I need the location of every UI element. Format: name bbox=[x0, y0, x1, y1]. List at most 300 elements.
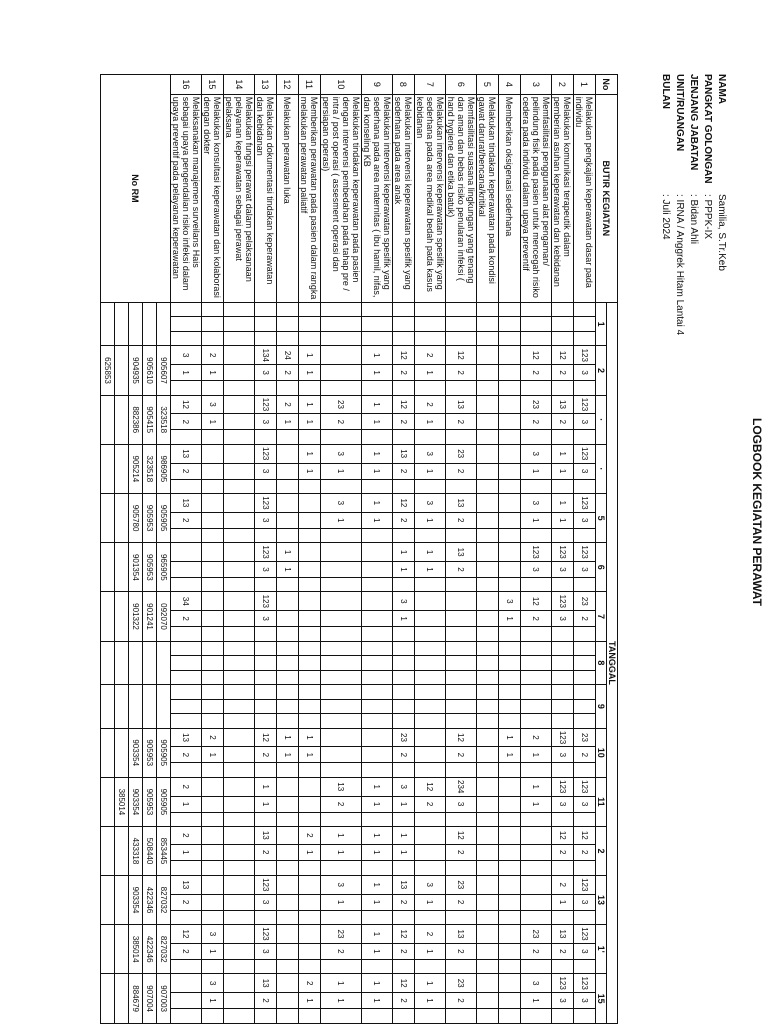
day-header: 8 bbox=[596, 641, 607, 685]
tally-cell bbox=[202, 844, 224, 860]
rm-cell bbox=[115, 302, 129, 346]
tally-cell bbox=[299, 763, 321, 778]
tally-cell bbox=[299, 925, 321, 944]
tally-cell bbox=[299, 910, 321, 925]
rm-cell: 903354 bbox=[129, 875, 143, 924]
rm-cell: 905607 bbox=[157, 346, 171, 395]
tally-cell bbox=[393, 577, 415, 592]
tally-cell bbox=[224, 641, 255, 656]
tally-cell: 2 bbox=[574, 747, 596, 763]
rm-cell: 385014 bbox=[129, 925, 143, 974]
tally-cell bbox=[393, 910, 415, 925]
tally-cell bbox=[521, 812, 552, 827]
rm-cell bbox=[101, 728, 115, 777]
tally-cell bbox=[171, 860, 202, 875]
tally-cell: 2 bbox=[521, 943, 552, 959]
activity-description: Melakukan perawatan luka bbox=[277, 94, 299, 302]
tally-cell bbox=[255, 959, 277, 974]
tally-cell: 3 bbox=[255, 611, 277, 627]
tally-cell bbox=[299, 302, 321, 317]
rm-cell bbox=[115, 592, 129, 641]
tally-cell bbox=[574, 627, 596, 642]
tally-cell bbox=[202, 714, 224, 729]
activity-row bbox=[499, 75, 521, 1024]
tally-cell bbox=[224, 827, 255, 845]
tally-cell: 3 bbox=[255, 512, 277, 528]
tally-cell bbox=[499, 414, 521, 430]
tally-cell bbox=[321, 959, 362, 974]
activity-description: Melakukan komunikasi terapeutik dalam pemberian asuhan keperawatan dan kebidanan bbox=[552, 94, 574, 302]
tally-cell bbox=[202, 494, 224, 513]
tally-cell bbox=[477, 714, 499, 729]
day-header: 13 bbox=[596, 875, 607, 924]
tally-cell: 12 bbox=[446, 346, 477, 365]
tally-cell bbox=[521, 656, 552, 671]
rm-cell: 905953 bbox=[143, 777, 157, 826]
tally-cell: 3 bbox=[255, 365, 277, 381]
row-number: 2 bbox=[552, 75, 574, 95]
tally-cell: 123 bbox=[574, 444, 596, 463]
tally-cell bbox=[224, 494, 255, 513]
tally-cell bbox=[202, 302, 224, 317]
tally-cell: 234 bbox=[446, 777, 477, 796]
tally-cell bbox=[321, 561, 362, 577]
tally-cell: 1 bbox=[362, 827, 393, 845]
tally-cell bbox=[277, 860, 299, 875]
tally-cell: 3 bbox=[202, 974, 224, 993]
tally-cell bbox=[415, 670, 446, 685]
tally-cell: 1 bbox=[255, 796, 277, 812]
rm-cell bbox=[115, 444, 129, 493]
tally-cell: 123 bbox=[255, 444, 277, 463]
tally-cell: 123 bbox=[255, 395, 277, 414]
tally-cell bbox=[277, 974, 299, 993]
tally-cell bbox=[321, 528, 362, 543]
tally-cell: 12 bbox=[415, 777, 446, 796]
tally-cell bbox=[574, 685, 596, 700]
tally-cell bbox=[415, 627, 446, 642]
tally-cell bbox=[499, 875, 521, 894]
tally-cell bbox=[321, 627, 362, 642]
tally-cell bbox=[446, 860, 477, 875]
tally-cell bbox=[499, 561, 521, 577]
activity-description: Memfasilitasi penggunaan alat pengaman/ pelindung fisik pada pasien untuk mencegah risiko cedera pada individu dalam upaya preventif bbox=[521, 94, 552, 302]
tally-cell: 2 bbox=[393, 943, 415, 959]
rm-cell bbox=[115, 728, 129, 777]
tally-cell bbox=[499, 430, 521, 445]
tally-cell bbox=[202, 827, 224, 845]
tally-cell: 3 bbox=[521, 974, 552, 993]
tally-cell: 1 bbox=[362, 414, 393, 430]
rm-cell bbox=[129, 685, 143, 729]
tally-cell: 1 bbox=[521, 993, 552, 1009]
tally-cell bbox=[521, 331, 552, 346]
tally-cell: 1 bbox=[299, 414, 321, 430]
tally-cell: 12 bbox=[171, 395, 202, 414]
tally-cell bbox=[499, 714, 521, 729]
tally-cell: 1 bbox=[202, 365, 224, 381]
tally-cell: 1 bbox=[299, 844, 321, 860]
info-label: UNIT/RUANGAN bbox=[674, 74, 685, 152]
tally-cell bbox=[521, 317, 552, 332]
info-row bbox=[714, 74, 728, 494]
tally-cell: 3 bbox=[255, 414, 277, 430]
tally-cell: 23 bbox=[321, 395, 362, 414]
tally-cell bbox=[321, 763, 362, 778]
tally-cell bbox=[299, 494, 321, 513]
tally-cell bbox=[477, 561, 499, 577]
tally-cell bbox=[362, 592, 393, 611]
tally-cell bbox=[224, 317, 255, 332]
tally-cell: 1 bbox=[415, 561, 446, 577]
tally-cell bbox=[171, 763, 202, 778]
tally-cell: 12 bbox=[393, 346, 415, 365]
tally-cell: 123 bbox=[255, 592, 277, 611]
tally-cell: 1 bbox=[499, 611, 521, 627]
tally-cell: 13 bbox=[255, 974, 277, 993]
tally-cell: 123 bbox=[574, 875, 596, 894]
tally-cell: 12 bbox=[393, 974, 415, 993]
tally-cell: 13 bbox=[446, 543, 477, 562]
tally-cell bbox=[499, 656, 521, 671]
tally-cell: 1 bbox=[362, 512, 393, 528]
tally-cell bbox=[255, 860, 277, 875]
tally-cell bbox=[477, 479, 499, 494]
activity-row bbox=[574, 75, 596, 1024]
tally-cell bbox=[499, 641, 521, 656]
tally-cell: 1 bbox=[521, 747, 552, 763]
rm-cell: 092070 bbox=[157, 592, 171, 641]
tally-cell bbox=[521, 763, 552, 778]
tally-cell bbox=[299, 875, 321, 894]
info-value: : IRNA / Anggrek Hitam Lantai 4 bbox=[674, 194, 685, 336]
tally-cell bbox=[477, 910, 499, 925]
tally-cell: 3 bbox=[552, 993, 574, 1009]
tally-cell: 13 bbox=[446, 395, 477, 414]
tally-cell: 1 bbox=[299, 444, 321, 463]
tally-cell bbox=[521, 827, 552, 845]
tally-cell: 1 bbox=[202, 747, 224, 763]
tally-cell: 1 bbox=[415, 943, 446, 959]
tally-cell bbox=[574, 381, 596, 396]
tally-cell bbox=[477, 494, 499, 513]
tally-cell: 1 bbox=[415, 543, 446, 562]
tally-cell bbox=[362, 747, 393, 763]
tally-cell bbox=[277, 463, 299, 479]
tally-cell bbox=[299, 699, 321, 714]
tally-cell bbox=[446, 381, 477, 396]
tally-cell bbox=[224, 943, 255, 959]
tally-cell bbox=[574, 959, 596, 974]
tally-cell: 3 bbox=[393, 777, 415, 796]
tally-cell bbox=[321, 699, 362, 714]
tally-cell: 1 bbox=[362, 943, 393, 959]
rm-cell bbox=[115, 875, 129, 924]
tally-cell: 1 bbox=[499, 747, 521, 763]
tally-cell: 1 bbox=[362, 974, 393, 993]
tally-cell bbox=[477, 592, 499, 611]
rm-cell: 965905 bbox=[157, 543, 171, 592]
activity-description: Melakukan pengkajian keperawatan dasar pada individu bbox=[574, 94, 596, 302]
tally-cell bbox=[299, 430, 321, 445]
tally-cell bbox=[521, 714, 552, 729]
rm-cell: 905953 bbox=[143, 494, 157, 543]
tally-cell: 12 bbox=[171, 925, 202, 944]
rm-cell bbox=[101, 592, 115, 641]
tally-cell bbox=[574, 670, 596, 685]
tally-cell bbox=[224, 670, 255, 685]
tally-cell bbox=[224, 479, 255, 494]
tally-cell bbox=[499, 463, 521, 479]
tally-cell bbox=[202, 777, 224, 796]
tally-cell bbox=[171, 479, 202, 494]
tally-cell bbox=[499, 796, 521, 812]
tally-cell: 123 bbox=[574, 925, 596, 944]
tally-cell: 2 bbox=[552, 365, 574, 381]
rm-cell: 508440 bbox=[143, 827, 157, 876]
tally-cell bbox=[321, 812, 362, 827]
tally-cell bbox=[499, 860, 521, 875]
activity-row bbox=[362, 75, 393, 1024]
tally-cell: 3 bbox=[574, 993, 596, 1009]
header-no: No bbox=[596, 75, 618, 95]
rm-cell: 903354 bbox=[129, 777, 143, 826]
tally-cell: 3 bbox=[321, 494, 362, 513]
tally-cell bbox=[499, 943, 521, 959]
row-number: 11 bbox=[299, 75, 321, 95]
tally-cell bbox=[277, 714, 299, 729]
activity-description: Memberikan oksigenasi sederhana bbox=[499, 94, 521, 302]
tally-cell: 34 bbox=[171, 592, 202, 611]
tally-cell: 123 bbox=[255, 875, 277, 894]
tally-cell: 3 bbox=[415, 444, 446, 463]
tally-cell bbox=[477, 959, 499, 974]
tally-cell bbox=[224, 331, 255, 346]
tally-cell: 12 bbox=[393, 925, 415, 944]
tally-cell: 2 bbox=[321, 414, 362, 430]
tally-cell: 2 bbox=[393, 747, 415, 763]
tally-cell bbox=[521, 670, 552, 685]
tally-cell bbox=[446, 479, 477, 494]
tally-cell: 2 bbox=[277, 365, 299, 381]
tally-cell bbox=[277, 943, 299, 959]
tally-cell: 1 bbox=[202, 414, 224, 430]
tally-cell bbox=[574, 528, 596, 543]
tally-cell bbox=[499, 925, 521, 944]
tally-cell bbox=[299, 381, 321, 396]
day-header: 2 bbox=[596, 827, 607, 876]
tally-cell bbox=[477, 796, 499, 812]
row-number: 13 bbox=[255, 75, 277, 95]
tally-cell: 1 bbox=[321, 827, 362, 845]
tally-cell bbox=[393, 714, 415, 729]
tally-cell bbox=[224, 714, 255, 729]
tally-cell: 13 bbox=[446, 494, 477, 513]
tally-cell: 23 bbox=[574, 592, 596, 611]
tally-cell bbox=[362, 714, 393, 729]
tally-cell bbox=[224, 812, 255, 827]
tally-cell bbox=[477, 728, 499, 747]
tally-cell: 3 bbox=[321, 875, 362, 894]
tally-cell bbox=[299, 528, 321, 543]
tally-cell bbox=[574, 910, 596, 925]
tally-cell: 24 bbox=[277, 346, 299, 365]
tally-cell bbox=[499, 827, 521, 845]
tally-cell bbox=[255, 685, 277, 700]
tally-cell bbox=[255, 577, 277, 592]
tally-cell: 1 bbox=[321, 512, 362, 528]
tally-cell: 2 bbox=[393, 365, 415, 381]
tally-cell bbox=[499, 444, 521, 463]
tally-cell: 1 bbox=[393, 611, 415, 627]
tally-cell bbox=[552, 959, 574, 974]
tally-cell: 1 bbox=[321, 844, 362, 860]
tally-cell bbox=[224, 414, 255, 430]
tally-cell: 2 bbox=[574, 611, 596, 627]
tally-cell: 13 bbox=[171, 444, 202, 463]
tally-cell: 1 bbox=[362, 395, 393, 414]
tally-cell bbox=[415, 812, 446, 827]
tally-cell bbox=[362, 430, 393, 445]
day-header: · bbox=[596, 444, 607, 493]
activity-row bbox=[224, 75, 255, 1024]
tally-cell: 2 bbox=[255, 993, 277, 1009]
tally-cell bbox=[171, 714, 202, 729]
tally-cell bbox=[277, 302, 299, 317]
tally-cell: 123 bbox=[255, 543, 277, 562]
tally-cell bbox=[224, 685, 255, 700]
tally-cell bbox=[321, 611, 362, 627]
tally-cell bbox=[255, 381, 277, 396]
tally-cell bbox=[202, 444, 224, 463]
rm-cell bbox=[115, 827, 129, 876]
tally-cell bbox=[393, 430, 415, 445]
tally-cell bbox=[499, 479, 521, 494]
tally-cell bbox=[202, 561, 224, 577]
tally-cell bbox=[521, 860, 552, 875]
tally-cell bbox=[224, 699, 255, 714]
tally-cell bbox=[224, 1008, 255, 1023]
tally-cell bbox=[521, 430, 552, 445]
tally-cell bbox=[552, 317, 574, 332]
rm-cell bbox=[101, 543, 115, 592]
tally-cell: 12 bbox=[255, 728, 277, 747]
tally-cell bbox=[415, 763, 446, 778]
tally-cell bbox=[477, 302, 499, 317]
tally-cell: 2 bbox=[446, 414, 477, 430]
tally-cell bbox=[446, 910, 477, 925]
day-header: 10 bbox=[596, 728, 607, 777]
tally-cell bbox=[362, 479, 393, 494]
tally-cell bbox=[171, 331, 202, 346]
tally-cell bbox=[224, 860, 255, 875]
tally-cell bbox=[171, 812, 202, 827]
tally-cell bbox=[415, 699, 446, 714]
tally-cell bbox=[415, 528, 446, 543]
tally-cell bbox=[255, 430, 277, 445]
rm-cell: 905780 bbox=[129, 494, 143, 543]
row-number: 14 bbox=[224, 75, 255, 95]
tally-cell: 2 bbox=[415, 346, 446, 365]
tally-cell bbox=[277, 641, 299, 656]
tally-cell bbox=[299, 959, 321, 974]
tally-cell bbox=[362, 528, 393, 543]
tally-cell bbox=[415, 611, 446, 627]
tally-cell bbox=[393, 763, 415, 778]
tally-cell bbox=[477, 894, 499, 910]
day-header: 7 bbox=[596, 592, 607, 641]
rm-cell: 907004 bbox=[143, 974, 157, 1024]
info-label: NAMA bbox=[716, 74, 727, 104]
tally-cell: 1 bbox=[362, 844, 393, 860]
tally-cell bbox=[255, 479, 277, 494]
tally-cell bbox=[224, 993, 255, 1009]
tally-cell bbox=[224, 365, 255, 381]
tally-cell bbox=[321, 656, 362, 671]
tally-cell bbox=[477, 463, 499, 479]
tally-cell bbox=[446, 656, 477, 671]
tally-cell bbox=[224, 959, 255, 974]
tally-cell: 1 bbox=[362, 993, 393, 1009]
tally-cell: 1 bbox=[393, 796, 415, 812]
tally-cell: 1 bbox=[299, 463, 321, 479]
tally-cell bbox=[499, 331, 521, 346]
tally-cell bbox=[202, 611, 224, 627]
tally-cell: 1 bbox=[552, 512, 574, 528]
tally-cell bbox=[574, 714, 596, 729]
tally-cell bbox=[574, 656, 596, 671]
tally-cell bbox=[415, 910, 446, 925]
tally-cell bbox=[299, 641, 321, 656]
tally-cell: 2 bbox=[521, 611, 552, 627]
tally-cell: 123 bbox=[521, 543, 552, 562]
rm-cell: 901354 bbox=[129, 543, 143, 592]
tally-cell bbox=[171, 561, 202, 577]
tally-cell bbox=[277, 699, 299, 714]
tally-cell bbox=[224, 796, 255, 812]
tally-cell: 12 bbox=[552, 827, 574, 845]
tally-cell: 2 bbox=[321, 943, 362, 959]
activity-row bbox=[446, 75, 477, 1024]
tally-cell: 3 bbox=[255, 561, 277, 577]
tally-cell bbox=[224, 875, 255, 894]
tally-cell: 1 bbox=[362, 346, 393, 365]
tally-cell: 2 bbox=[446, 943, 477, 959]
tally-cell bbox=[521, 1008, 552, 1023]
tally-cell: 1 bbox=[255, 777, 277, 796]
tally-cell bbox=[477, 512, 499, 528]
tally-cell bbox=[321, 365, 362, 381]
tally-cell bbox=[224, 894, 255, 910]
tally-cell: 2 bbox=[415, 925, 446, 944]
tally-cell bbox=[321, 641, 362, 656]
tally-cell bbox=[477, 577, 499, 592]
row-number: 15 bbox=[202, 75, 224, 95]
row-number: 8 bbox=[393, 75, 415, 95]
rm-cell bbox=[143, 685, 157, 729]
header-info bbox=[658, 74, 728, 494]
tally-cell: 1 bbox=[362, 463, 393, 479]
tally-cell bbox=[574, 479, 596, 494]
tally-cell: 2 bbox=[552, 943, 574, 959]
info-row bbox=[700, 74, 714, 494]
tally-cell bbox=[415, 685, 446, 700]
tally-cell: 3 bbox=[574, 796, 596, 812]
tally-cell bbox=[277, 627, 299, 642]
tally-cell: 2 bbox=[202, 346, 224, 365]
tally-cell bbox=[299, 1008, 321, 1023]
info-row bbox=[658, 74, 672, 494]
